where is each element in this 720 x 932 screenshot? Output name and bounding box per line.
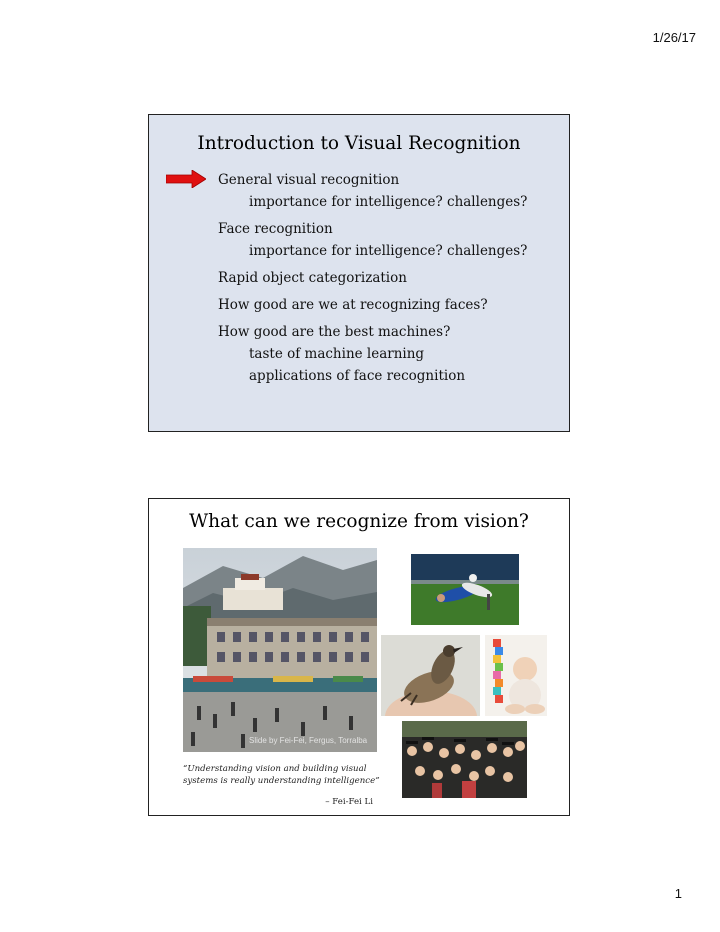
- agenda-subitem: applications of face recognition: [249, 368, 466, 384]
- slide-title: Introduction to Visual Recognition: [197, 133, 521, 154]
- graduation-crowd-photo: [402, 721, 527, 798]
- page-number: 1: [674, 886, 682, 901]
- agenda-item: Rapid object categorization: [218, 270, 407, 286]
- baby-blocks-photo: [485, 635, 547, 716]
- slide-title: What can we recognize from vision?: [189, 511, 529, 532]
- agenda-item: Face recognition: [218, 221, 333, 237]
- header-date: 1/26/17: [652, 30, 696, 45]
- current-item-arrow-icon: [166, 170, 206, 188]
- agenda-subitem: taste of machine learning: [249, 346, 425, 362]
- bird-photo: [381, 635, 480, 716]
- agenda-item: General visual recognition: [218, 172, 400, 188]
- agenda-list: [218, 169, 563, 387]
- slide-agenda: [148, 114, 570, 432]
- agenda-item: How good are we at recognizing faces?: [218, 297, 488, 313]
- agenda-subitem: importance for intelligence? challenges?: [249, 243, 528, 259]
- agenda-item: How good are the best machines?: [218, 324, 451, 340]
- quote-text: “Understanding vision and building visual systems is really understanding intelligence”: [183, 764, 380, 786]
- quote-author: – Fei-Fei Li: [325, 797, 373, 807]
- street-scene-photo: [183, 548, 377, 752]
- agenda-subitem: importance for intelligence? challenges?: [249, 194, 528, 210]
- slide-vision: [148, 498, 570, 816]
- photo-credit: Slide by Fei-Fei, Fergus, Torralba: [249, 736, 368, 745]
- sports-photo: [411, 554, 519, 625]
